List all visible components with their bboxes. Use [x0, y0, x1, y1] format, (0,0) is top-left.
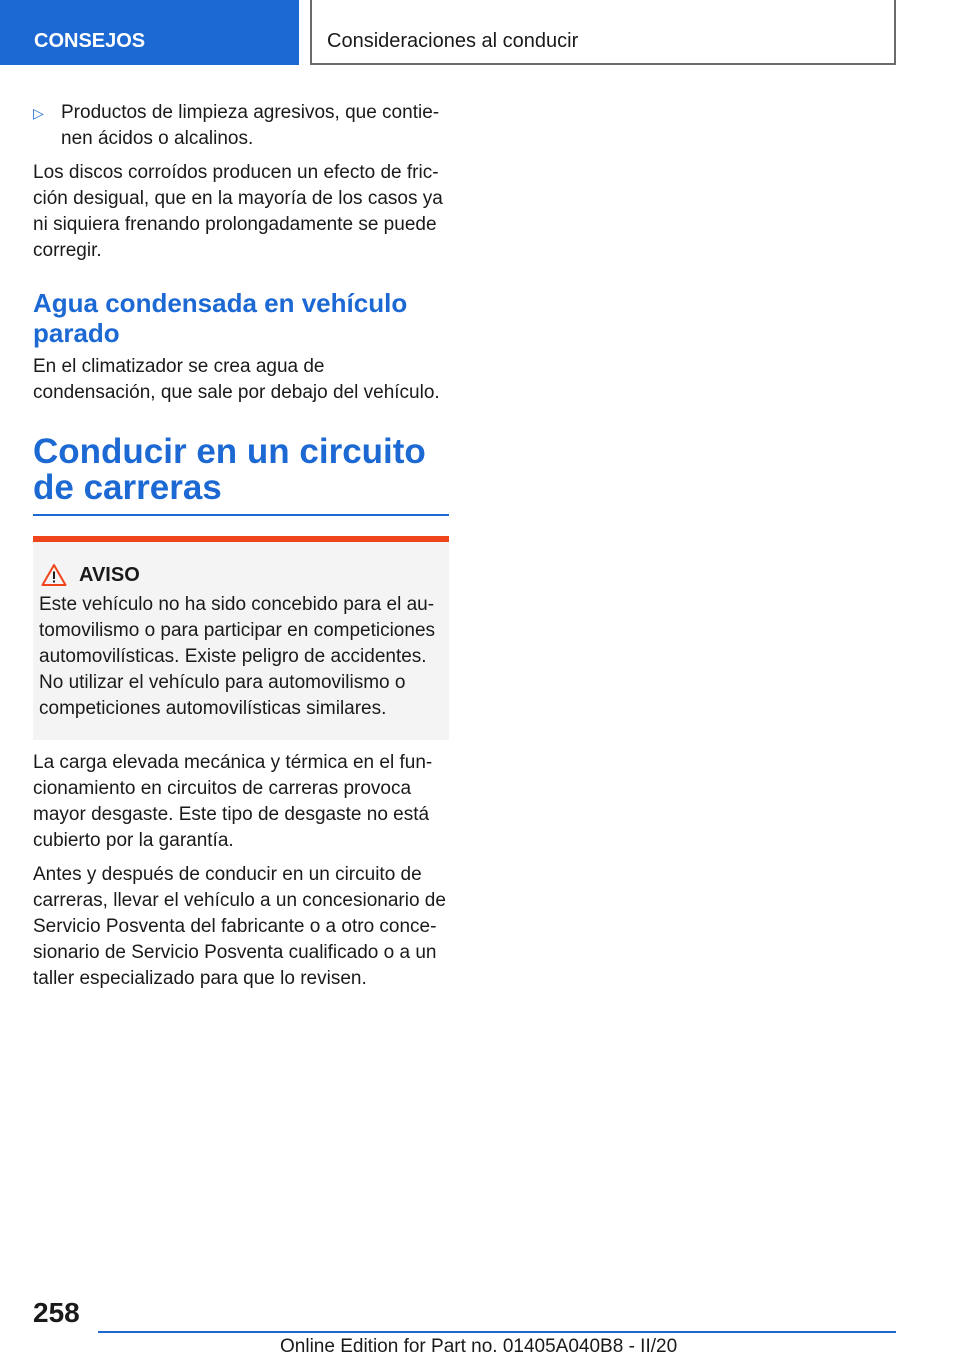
section-title: Consideraciones al conducir	[327, 30, 579, 52]
triangle-right-icon: ▷	[33, 105, 44, 121]
heading-condensate: Agua condensada en vehículo parado	[33, 288, 408, 348]
chapter-title: CONSEJOS	[34, 30, 146, 52]
warning-title: AVISO	[79, 564, 140, 586]
paragraph-condensate: En el climatizador se crea agua de condensación, que sale por debajo del vehículo.	[33, 356, 440, 403]
footer-divider	[98, 1331, 896, 1333]
warning-triangle-icon	[41, 563, 67, 587]
paragraph-track-wear: La carga elevada mecánica y térmica en el funcionamiento en circuitos de carreras provoca mayor desgaste. Este tipo de desgaste no está cubierto por la garantía.	[33, 752, 433, 851]
main-column	[33, 100, 449, 1000]
warning-header	[39, 562, 443, 588]
section-header	[310, 0, 896, 65]
paragraph-track-inspection: Antes y después de conducir en un circuito de carreras, llevar el vehículo a un concesionario de Servicio Posventa del fabricante o a otro concesionario de Servicio Posventa cualificado o a un taller especializado para que lo revisen.	[33, 864, 446, 989]
footer-edition: Online Edition for Part no. 01405A040B8 - II/20	[280, 1336, 678, 1357]
list-item-text: Productos de limpieza agresivos, que contienen ácidos o alcalinos.	[61, 102, 440, 149]
chapter-tab	[0, 0, 299, 65]
warning-box	[33, 536, 449, 740]
heading-race-track: Conducir en un circuito de carreras	[33, 434, 449, 516]
list-item	[33, 100, 449, 152]
paragraph-corroded-discs: Los discos corroídos producen un efecto de fricción desigual, que en la mayoría de los casos ya ni siquiera frenando prolongadamente se puede corregir.	[33, 162, 443, 261]
page-number: 258	[33, 1297, 80, 1328]
warning-text: Este vehículo no ha sido concebido para el automovilismo o para participar en competiciones automovilísticas. Existe peligro de accidentes. No utilizar el vehículo para automovilismo o competiciones automovilísticas similares.	[39, 594, 436, 719]
